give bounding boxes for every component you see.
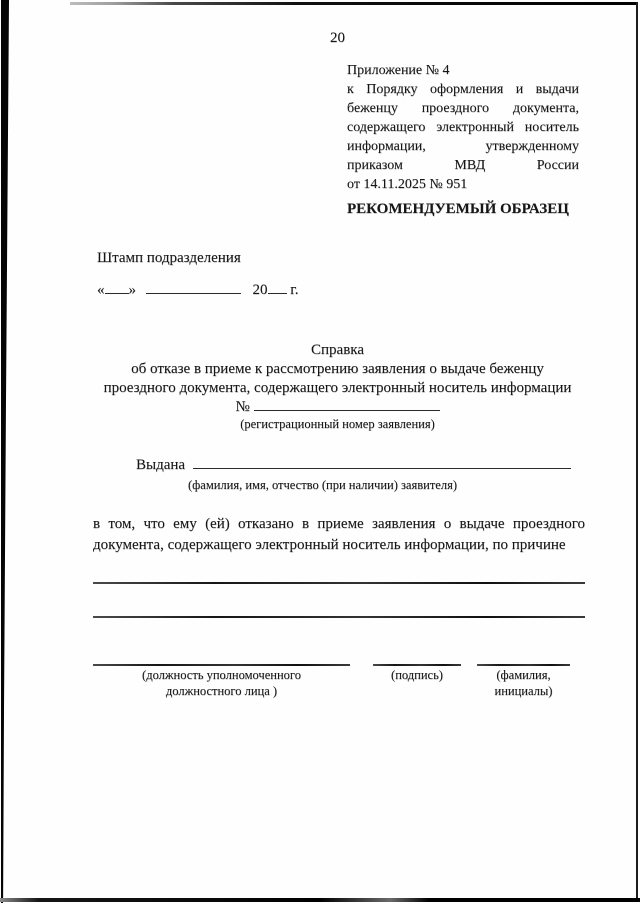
appendix-line: беженцу проездного документа,: [347, 101, 579, 116]
name-initials-caption-line2: инициалы): [494, 683, 553, 698]
unit-stamp-label: Штамп подразделения: [97, 250, 241, 266]
appendix-line: от 14.11.2025 № 951: [347, 177, 468, 192]
name-initials-caption-line1: (фамилия,: [496, 668, 551, 682]
signature-blank-line: [373, 664, 461, 666]
date-line: [97, 281, 298, 300]
official-position-blank-line: [93, 664, 350, 666]
reason-blank-line-1: [93, 582, 585, 584]
issued-to-caption: (фамилия, имя, отчество (при наличии) заявителя): [188, 478, 457, 492]
signature-caption: (подпись): [391, 668, 443, 682]
issued-to-label: Выдана: [136, 457, 186, 473]
appendix-reference-block: [347, 61, 579, 194]
application-number-row: [85, 398, 590, 417]
date-century: 20: [252, 282, 268, 298]
official-position-caption-line1: (должность уполномоченного: [142, 668, 301, 682]
scan-border-bottom: [0, 898, 640, 902]
refusal-paragraph-line2: документа, содержащего электронный носитель информации, по причине: [93, 537, 566, 553]
certificate-subtitle-line1: об отказе в приеме к рассмотрению заявления о выдаче беженцу: [131, 361, 544, 377]
recommended-sample-heading: РЕКОМЕНДУЕМЫЙ ОБРАЗЕЦ: [347, 201, 569, 217]
date-quote-close: »: [128, 282, 136, 298]
application-number-label: №: [235, 399, 250, 415]
name-initials-caption: [477, 668, 570, 699]
official-position-caption-line2: должностного лица ): [165, 683, 278, 698]
official-position-caption: [93, 668, 350, 699]
date-quote-open: «: [97, 282, 105, 298]
refusal-paragraph: [93, 514, 585, 556]
scan-border-right: [636, 2, 638, 901]
date-year-suffix: г.: [290, 282, 299, 298]
certificate-subtitle-line2: проездного документа, содержащего электронный носитель информации: [103, 380, 572, 396]
appendix-line: Приложение № 4: [347, 63, 450, 78]
date-day-blank: [105, 282, 129, 294]
date-month-blank: [146, 282, 241, 294]
application-number-blank: [254, 399, 440, 411]
appendix-line: к Порядку оформления и выдачи: [347, 82, 579, 97]
reason-blank-line-2: [93, 616, 585, 618]
scan-border-left: [1, 0, 9, 903]
name-blank-line: [477, 664, 570, 666]
scan-border-top: [70, 2, 637, 5]
refusal-paragraph-line1: в том, что ему (ей) отказано в приеме заявления о выдаче проездного: [93, 516, 585, 532]
appendix-line: содержащего электронный носитель: [347, 120, 579, 135]
certificate-heading-block: [85, 341, 590, 433]
date-year-blank: [268, 282, 287, 294]
appendix-line: приказом МВД России: [347, 158, 579, 173]
application-number-caption: (регистрационный номер заявления): [240, 417, 435, 431]
issued-to-blank: [193, 457, 571, 469]
page-number: 20: [330, 30, 345, 46]
certificate-title: Справка: [311, 342, 364, 358]
issued-to-row: [136, 456, 571, 475]
appendix-line: информации, утвержденному: [347, 139, 579, 154]
